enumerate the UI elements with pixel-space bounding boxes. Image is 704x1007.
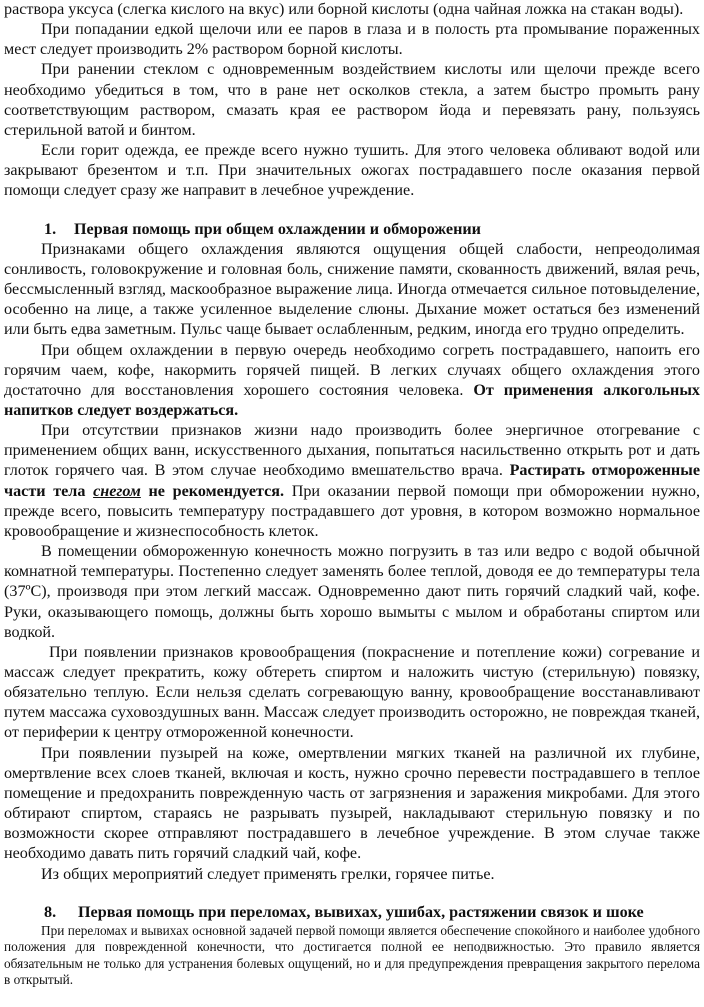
paragraph: В помещении обмороженную конечность можно погрузить в таз или ведро с водой обычной комнатной температуры. Постепенно следует заменять более теплой, доводя ее до температуры тела (37ºС), производя при этом легкий массаж. Одновременно дают пить горячий сладкий чай, кофе. Руки, оказывающего помощь, должны быть хорошо вымыты с мылом и обработаны спиртом или водкой. xyxy=(4,543,700,641)
paragraph: При появлении пузырей на коже, омертвлении мягких тканей на различной их глубине, омертвление всех слоев тканей, включая и кость, нужно срочно перевести пострадавшего в теплое помещение и предохранить поврежденную часть от загрязнения и заражения микробами. Для этого обтирают спиртом, стараясь не разрывать пузырей, накладывают стерильную повязку и по возможности скорее отправляют пострадавшего в лечебное учреждение. В этом случае также необходимо давать пить горячий сладкий чай, кофе. xyxy=(4,744,700,863)
section-heading-1 xyxy=(4,220,700,240)
paragraph: Признаками общего охлаждения являются ощущения общей слабости, непреодолимая сонливость, головокружение и головная боль, снижение памяти, скованность движений, вялая речь, бессмысленный взгляд, маскообразное выражение лица. Иногда отмечается сильное потовыделение, особенно на лице, а также усиленное выделение слюны. Дыхание может остаться без изменений или быть едва заметным. Пульс чаще бывает ослабленным, редким, иногда его трудно определить. xyxy=(4,240,700,339)
spacer xyxy=(4,202,700,220)
heading-number: 8. xyxy=(44,903,57,921)
small-text-block xyxy=(4,923,700,989)
paragraph xyxy=(4,421,700,542)
heading-text: Первая помощь при общем охлаждении и обморожении xyxy=(74,220,481,238)
text-run: При оказании первой помощи при обморожении нужно, прежде всего, повысить температуру пострадавшего дот уровня, в котором возможно нормальное кровообращение и жизнеспособность клеток. xyxy=(4,482,700,540)
heading-number: 1. xyxy=(44,220,57,238)
bold-text: От применения алкогольных напитков следует воздержаться. xyxy=(4,381,701,419)
paragraph xyxy=(4,341,700,422)
paragraph: раствора уксуса (слегка кислого на вкус) или борной кислоты (одна чайная ложка на стакан воды). xyxy=(4,1,684,18)
paragraph: При переломах и вывихах основной задачей первой помощи является обеспечение спокойного и наиболее удобного положения для поврежденной конечности, что достигается полной ее неподвижностью. Это правило является обязательным не только для устранения болевых ощущений, но и для предупреждения превращения закрытого перелома в открытый. xyxy=(4,922,700,988)
bold-text: не рекомендуется. xyxy=(140,482,285,500)
text-run: При отсутствии признаков жизни надо производить более энергичное отогревание с применением общих ванн, искусственного дыхания, попытаться насильственно открыть рот и дать глоток горячего чая. В этом случае необходимо вмешательство врача. xyxy=(4,422,700,480)
emphasis-text: снегом xyxy=(93,482,141,500)
paragraph: При попадании едкой щелочи или ее паров в глаза и в полость рта промывание пораженных мест следует производить 2% раствором борной кислоты. xyxy=(4,21,700,59)
section-heading-8 xyxy=(4,903,700,923)
text-run: При общем охлаждении в первую очередь необходимо согреть пострадавшего, напоить его горячим чаем, кофе, накормить горячей пищей. В легких случаях общего охлаждения этого достаточно для восстановления хорошего состояния человека. xyxy=(4,341,700,399)
heading-text: Первая помощь при переломах, вывихах, ушибах, растяжении связок и шоке xyxy=(78,903,644,921)
spacer xyxy=(4,885,700,903)
paragraph: Если горит одежда, ее прежде всего нужно тушить. Для этого человека обливают водой или закрывают брезентом и т.п. При значительных ожогах пострадавшего после оказания первой помощи следует сразу же направит в лечебное учреждение. xyxy=(4,142,700,200)
paragraph: При появлении признаков кровообращения (покраснение и потепление кожи) согревание и массаж следует прекратить, кожу обтереть спиртом и наложить чистую (стерильную) повязку, обязательно теплую. Если нельзя сделать согревающую ванну, кровообращение восстанавливают путем массажа суховоздушных ванн. Массаж следует производить осторожно, не повреждая тканей, от периферии к центру отмороженной конечности. xyxy=(4,643,700,742)
bold-text: Растирать отмороженные части тела xyxy=(4,462,700,500)
paragraph: Из общих мероприятий следует применять грелки, горячее питье. xyxy=(41,865,495,883)
paragraph: При ранении стеклом с одновременным воздействием кислоты или щелочи прежде всего необходимо убедиться в том, что в ране нет осколков стекла, а затем быстро промыть рану соответствующим раствором, смазать края ее раствором йода и перевязать рану, пользуясь стерильной ватой и бинтом. xyxy=(4,61,700,139)
